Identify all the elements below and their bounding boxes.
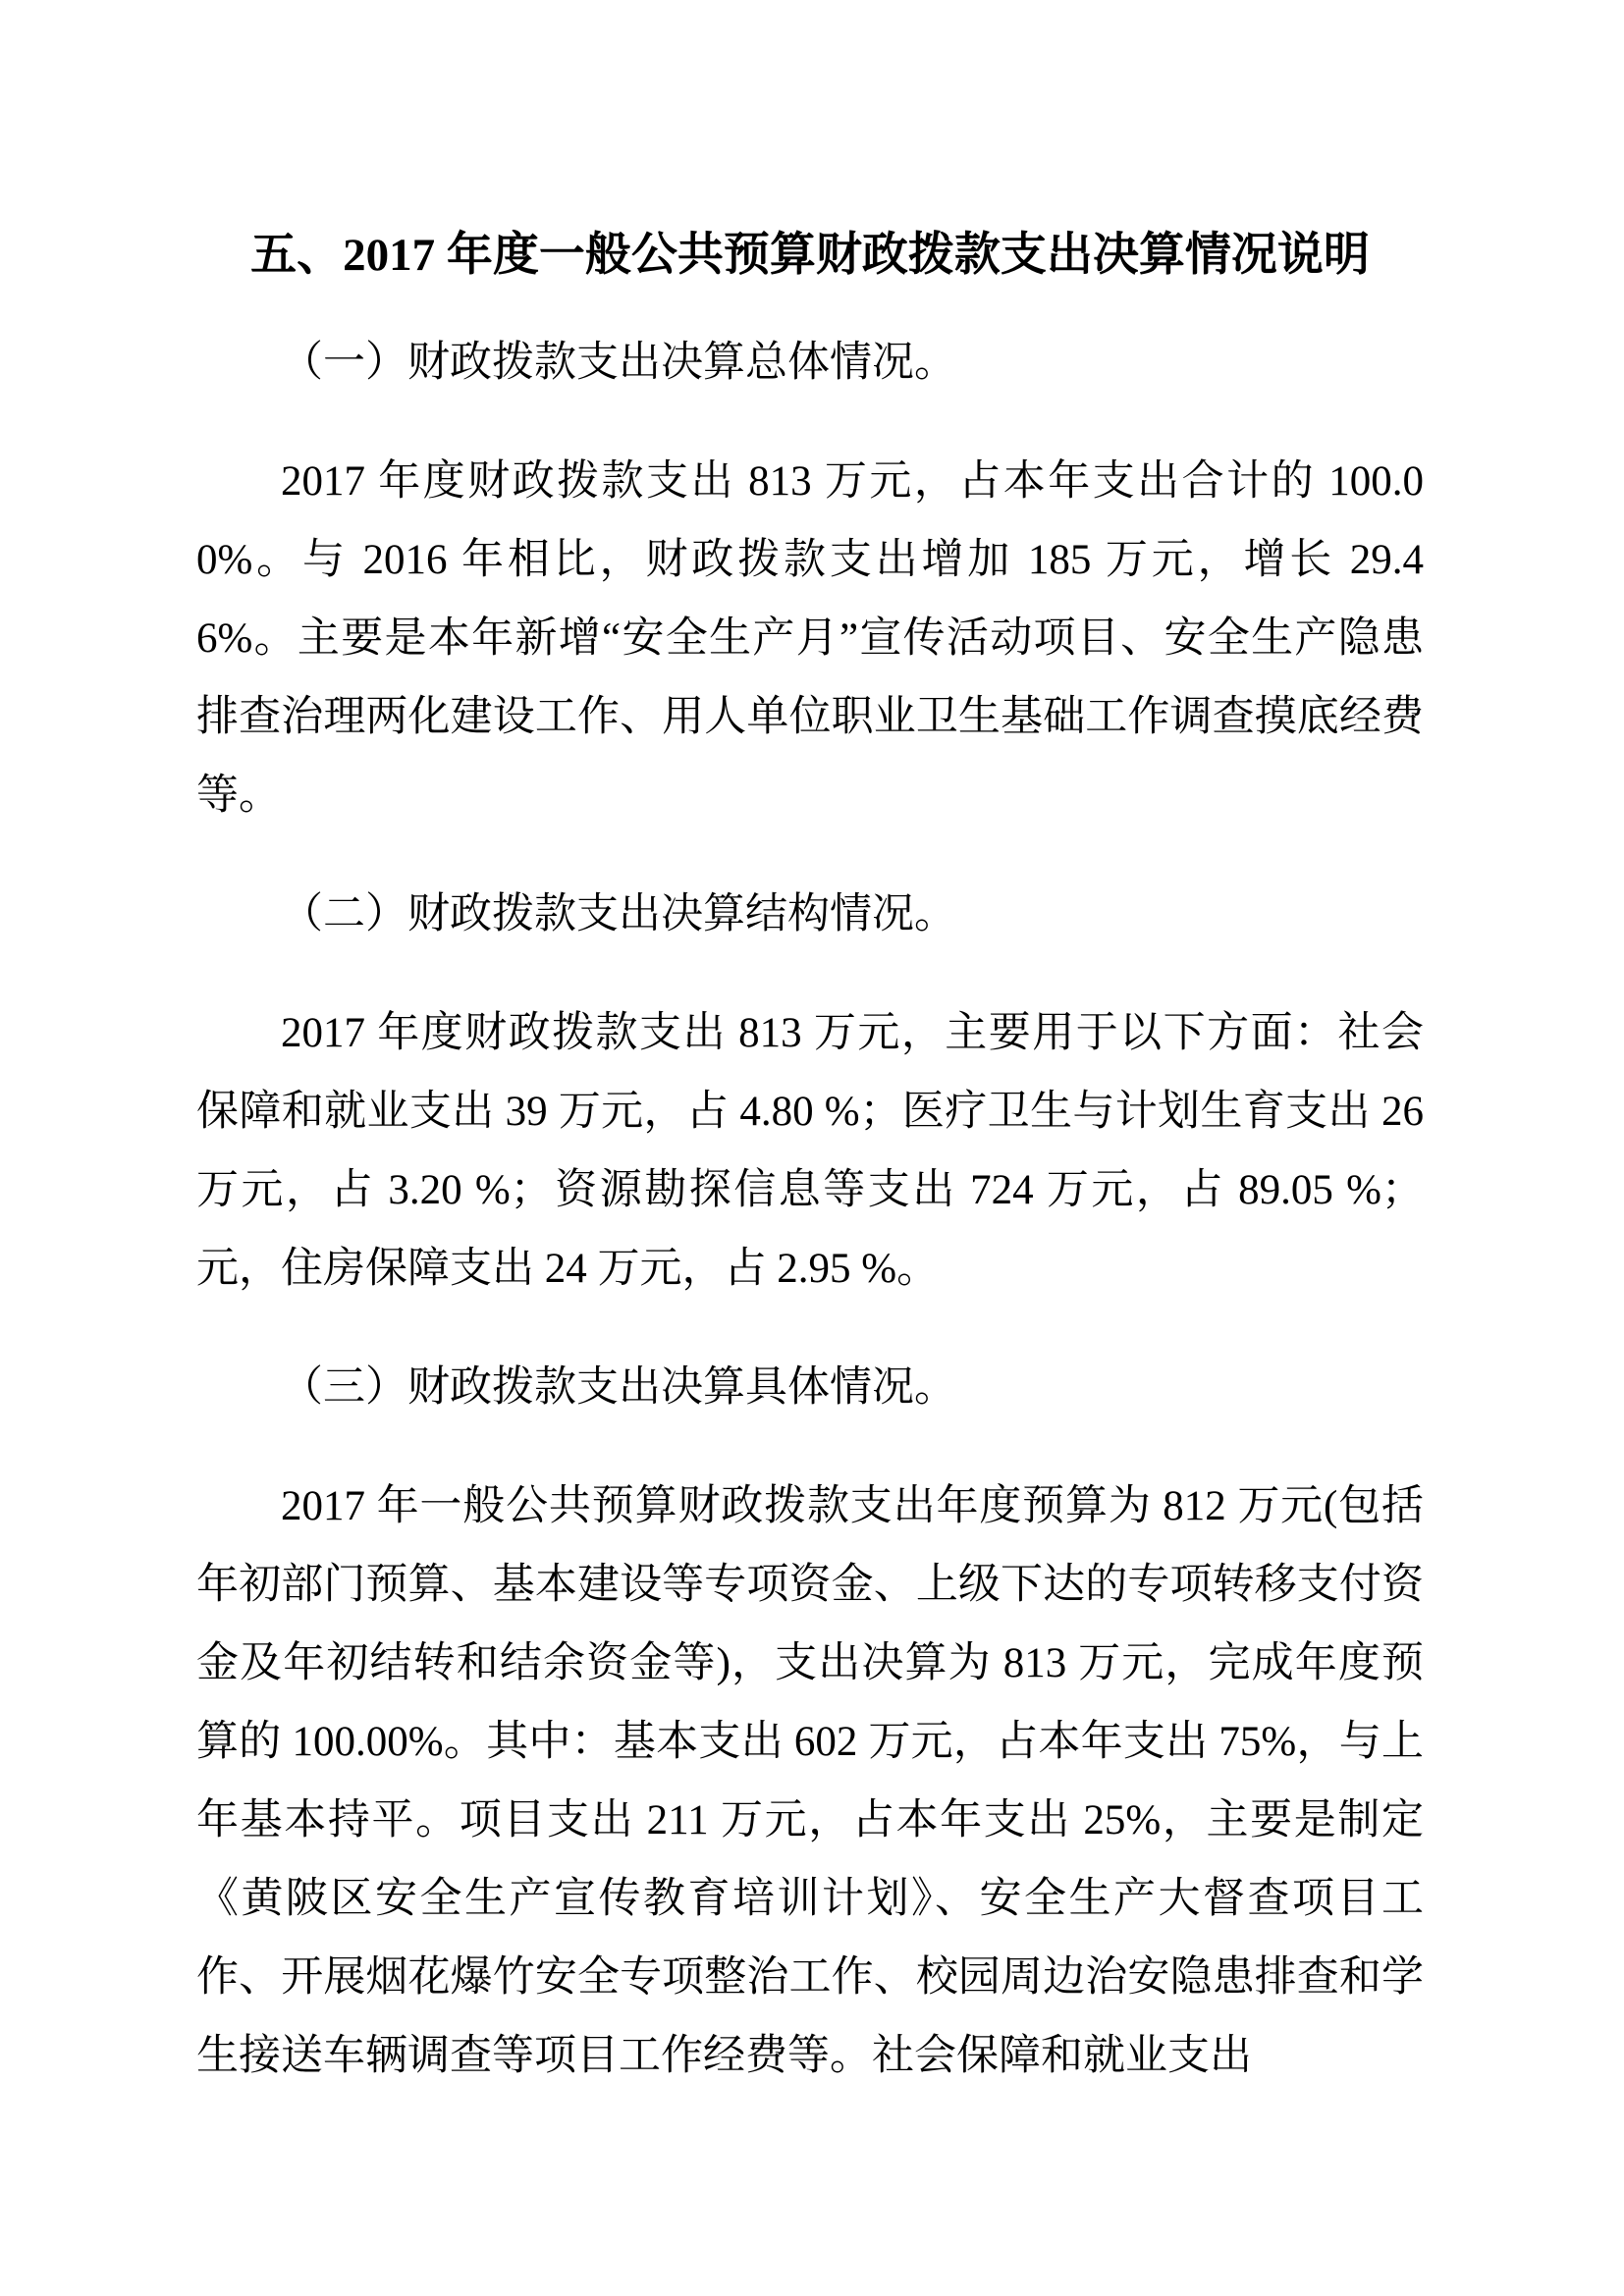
section-1-heading: （一）财政拨款支出决算总体情况。: [281, 340, 956, 386]
document-title: 五、2017 年度一般公共预算财政拨款支出决算情况说明: [250, 230, 1370, 281]
section-3-body: 2017 年一般公共预算财政拨款支出年度预算为 812 万元(包括年初部门预算、基本建设等专项资金、上级下达的专项转移支付资金及年初结转和结余资金等)，支出决算为 813 万元，完成年度预算的 100.00%。其中：基本支出 602 万元，占本年支出 75%，与上年基本持平。项目支出 211 万元，占本年支出 25%，主要是制定《黄陂区安全生产宣传教育培训计划》、安全生产大督查项目工作、开展烟花爆竹安全专项整治工作、校园周边治安隐患排查和学生接送车辆调查等项目工作经费等。社会保障和就业支出: [196, 1483, 1424, 2079]
section-3-heading: （三）财政拨款支出决算具体情况。: [281, 1364, 956, 1411]
section-2-heading: （二）财政拨款支出决算结构情况。: [281, 891, 956, 937]
section-2-body: 2017 年度财政拨款支出 813 万元，主要用于以下方面：社会保障和就业支出 39 万元，占 4.80 %；医疗卫生与计划生育支出 26 万元，占 3.20 %；资源勘探信息等支出 724 万元，占 89.05 %；元，住房保障支出 24 万元，占 2.95 %。: [196, 1010, 1424, 1292]
section-1-body: 2017 年度财政拨款支出 813 万元，占本年支出合计的 100.00%。与 2016 年相比，财政拨款支出增加 185 万元，增长 29.46%。主要是本年新增“安全生产月”宣传活动项目、安全生产隐患排查治理两化建设工作、用人单位职业卫生基础工作调查摸底经费等。: [196, 458, 1424, 819]
